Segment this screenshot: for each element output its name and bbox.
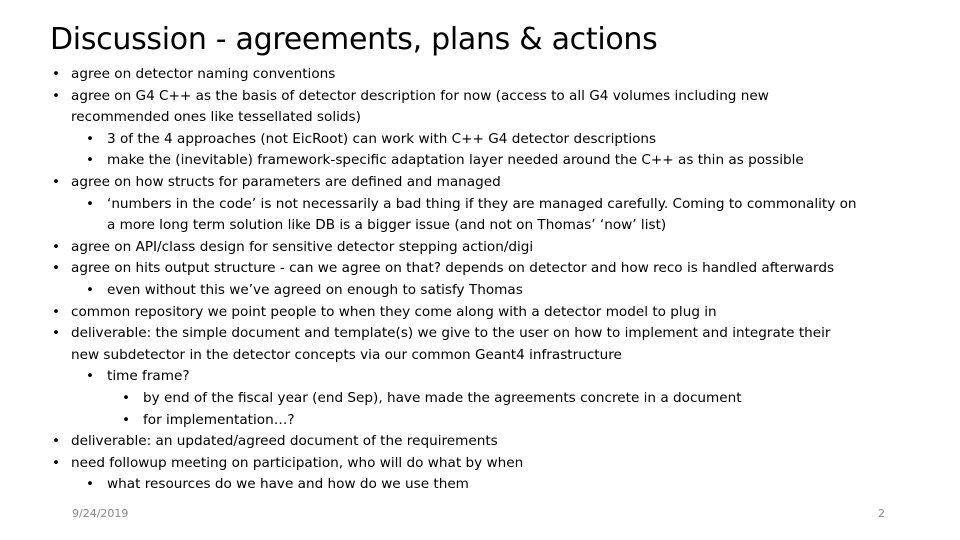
bullet-item (52, 194, 932, 216)
bullet-marker: • (86, 152, 95, 169)
bullet-marker: • (52, 87, 61, 104)
bullet-item-continuation (52, 345, 932, 367)
bullet-item (52, 172, 932, 194)
bullet-text: deliverable: an updated/agreed document of the requirements (71, 433, 498, 450)
bullet-item (52, 64, 932, 86)
bullet-text: agree on API/class design for sensitive detector stepping action/digi (71, 238, 534, 255)
bullet-text: a more long term solution like DB is a bigger issue (and not on Thomas’ ‘now’ list) (107, 217, 667, 234)
bullet-marker: • (86, 476, 95, 493)
page-number: 2 (878, 507, 885, 520)
bullet-marker: • (86, 130, 95, 147)
bullet-item (52, 453, 932, 475)
bullet-item (52, 410, 932, 432)
bullet-item (52, 388, 932, 410)
slide-title: Discussion - agreements, plans & actions (50, 22, 658, 57)
bullet-marker: • (52, 454, 61, 471)
bullet-text: 3 of the 4 approaches (not EicRoot) can work with C++ G4 detector descriptions (107, 130, 657, 147)
bullet-text: recommended ones like tessellated solids) (71, 109, 361, 126)
bullet-text: ‘numbers in the code’ is not necessarily a bad thing if they are managed carefully. Coming to commonality on (107, 195, 857, 212)
bullet-item (52, 86, 932, 108)
bullet-text: agree on hits output structure - can we agree on that? depends on detector and how reco is handled afterwards (71, 260, 835, 277)
bullet-marker: • (52, 433, 61, 450)
bullet-marker: • (86, 195, 95, 212)
bullet-marker: • (86, 281, 95, 298)
bullet-item (52, 150, 932, 172)
bullet-item (52, 237, 932, 259)
bullet-item-continuation (52, 107, 932, 129)
bullet-text: need followup meeting on participation, who will do what by when (71, 454, 524, 471)
bullet-marker: • (122, 411, 131, 428)
bullet-text: even without this we’ve agreed on enough to satisfy Thomas (107, 281, 523, 298)
bullet-item (52, 323, 932, 345)
bullet-marker: • (52, 325, 61, 342)
bullet-item-continuation (52, 215, 932, 237)
bullet-item (52, 474, 932, 496)
bullet-marker: • (52, 173, 61, 190)
bullet-marker: • (52, 303, 61, 320)
bullet-text: what resources do we have and how do we use them (107, 476, 469, 493)
bullet-item (52, 280, 932, 302)
bullet-marker: • (52, 260, 61, 277)
bullet-text: common repository we point people to when they come along with a detector model to plug in (71, 303, 717, 320)
bullet-item (52, 431, 932, 453)
footer-date: 9/24/2019 (72, 507, 129, 520)
bullet-text: new subdetector in the detector concepts via our common Geant4 infrastructure (71, 346, 622, 363)
bullet-text: agree on how structs for parameters are defined and managed (71, 173, 501, 190)
bullet-text: for implementation…? (143, 411, 295, 428)
bullet-marker: • (52, 66, 61, 82)
bullet-item (52, 366, 932, 388)
bullet-marker: • (52, 238, 61, 255)
bullet-text: by end of the fiscal year (end Sep), have made the agreements concrete in a document (143, 389, 742, 406)
bullet-marker: • (122, 389, 131, 406)
bullet-item (52, 302, 932, 324)
bullet-list (52, 64, 932, 496)
bullet-item (52, 129, 932, 151)
bullet-text: agree on detector naming conventions (71, 66, 336, 82)
bullet-text: agree on G4 C++ as the basis of detector description for now (access to all G4 volumes including new (71, 87, 769, 104)
bullet-text: deliverable: the simple document and template(s) we give to the user on how to implement and integrate their (71, 325, 831, 342)
bullet-marker: • (86, 368, 95, 385)
bullet-text: time frame? (107, 368, 190, 385)
bullet-text: make the (inevitable) framework-specific adaptation layer needed around the C++ as thin as possible (107, 152, 804, 169)
bullet-item (52, 258, 932, 280)
